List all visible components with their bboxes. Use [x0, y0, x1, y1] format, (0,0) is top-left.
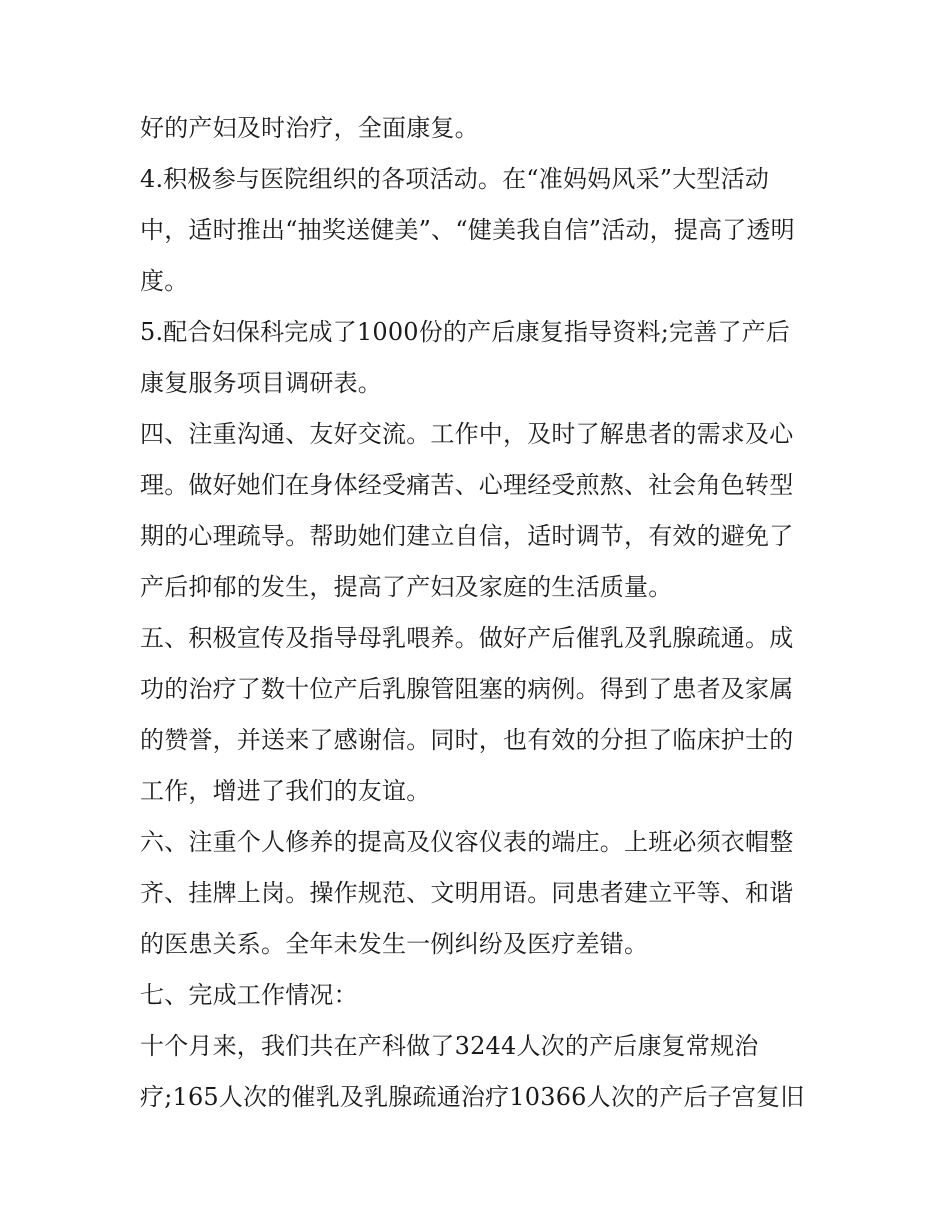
text-line: 七、完成工作情况： [140, 981, 358, 1009]
text-line: 的赞誉，并送来了感谢信。同时，也有效的分担了临床护士的 [140, 726, 794, 754]
text-line: 四、注重沟通、友好交流。工作中，及时了解患者的需求及心 [140, 420, 794, 448]
text-line: 齐、挂牌上岗。操作规范、文明用语。同患者建立平等、和谐 [140, 879, 794, 907]
text-line: 好的产妇及时治疗，全面康复。 [140, 114, 479, 142]
text-line: 5.配合妇保科完成了1000份的产后康复指导资料;完善了产后 [140, 318, 791, 346]
text-line: 工作，增进了我们的友谊。 [140, 777, 431, 805]
text-line: 功的治疗了数十位产后乳腺管阻塞的病例。得到了患者及家属 [140, 675, 794, 703]
text-line: 疗;165人次的催乳及乳腺疏通治疗10366人次的产后子宫复旧 [140, 1083, 805, 1111]
text-line: 度。 [140, 267, 189, 295]
text-line: 十个月来，我们共在产科做了3244人次的产后康复常规治 [140, 1032, 759, 1060]
text-line: 4.积极参与医院组织的各项活动。在“准妈妈风采”大型活动 [140, 165, 770, 193]
text-line: 的医患关系。全年未发生一例纠纷及医疗差错。 [140, 930, 649, 958]
text-line: 理。做好她们在身体经受痛苦、心理经受煎熬、社会角色转型 [140, 471, 794, 499]
text-line: 五、积极宣传及指导母乳喂养。做好产后催乳及乳腺疏通。成 [140, 624, 794, 652]
text-line: 中，适时推出“抽奖送健美”、“健美我自信”活动，提高了透明 [140, 216, 795, 244]
text-line: 六、注重个人修养的提高及仪容仪表的端庄。上班必须衣帽整 [140, 828, 794, 856]
text-line: 期的心理疏导。帮助她们建立自信，适时调节，有效的避免了 [140, 522, 794, 550]
text-line: 产后抑郁的发生，提高了产妇及家庭的生活质量。 [140, 573, 673, 601]
text-line: 康复服务项目调研表。 [140, 369, 382, 397]
